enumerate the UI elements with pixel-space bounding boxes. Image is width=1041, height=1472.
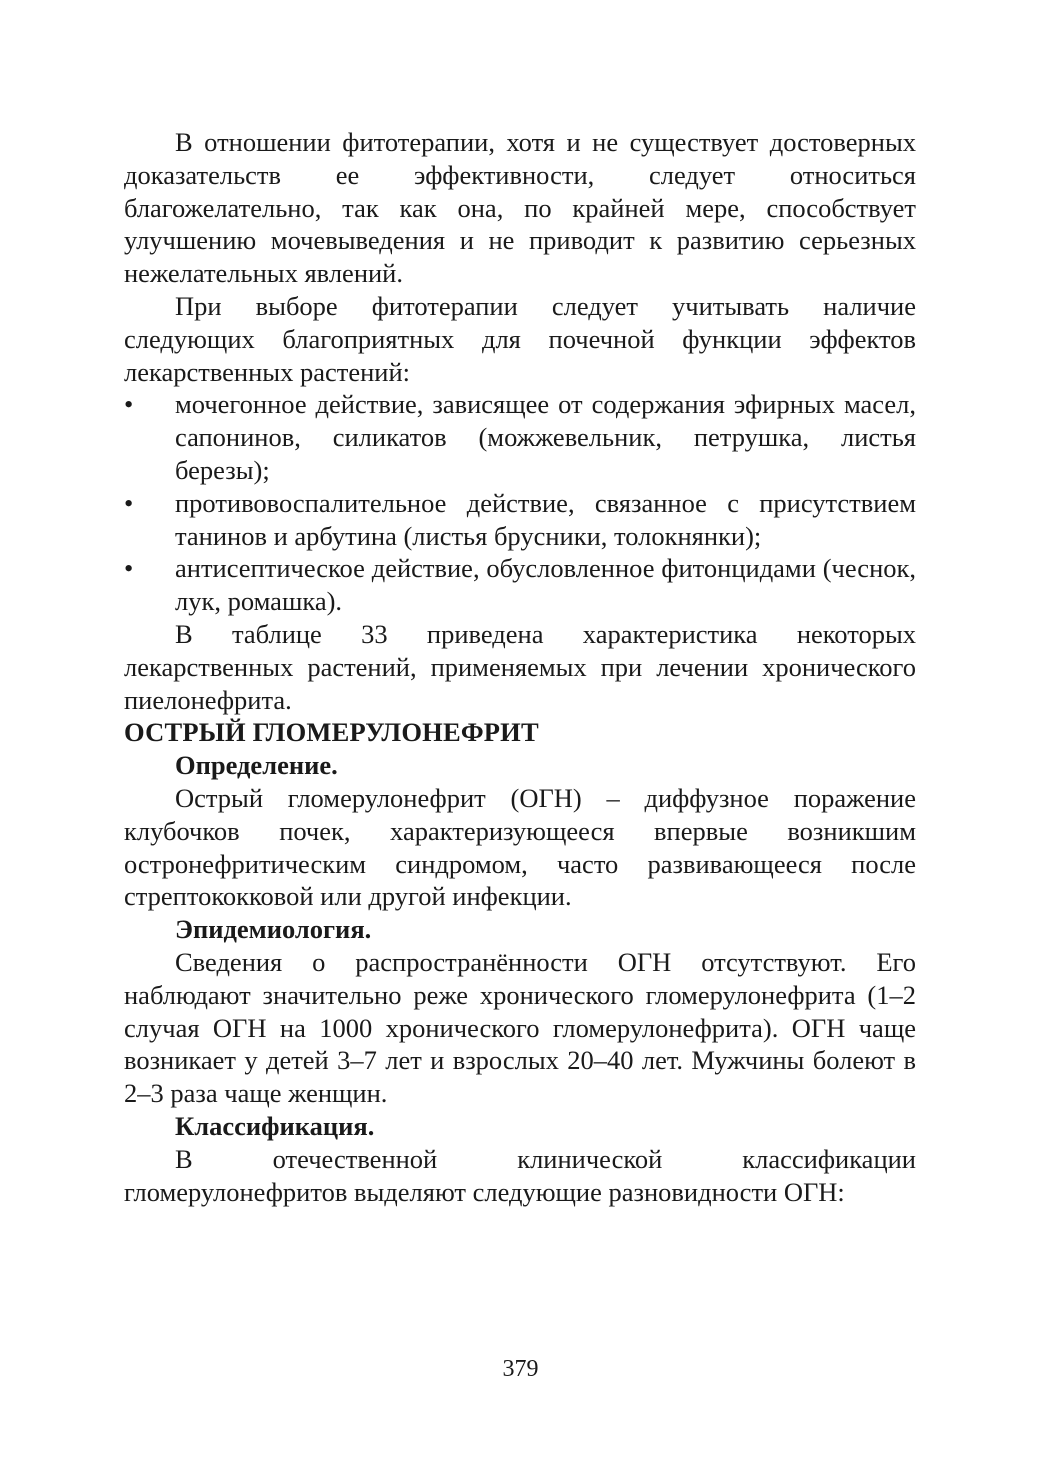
- epidemiology-heading: Эпидемиология.: [175, 914, 372, 945]
- list-item-text: мочегонное действие, зависящее от содержания эфирных масел, сапонинов, силикатов (можжевельник, петрушка, листья березы);: [175, 389, 916, 485]
- list-item: [124, 388, 916, 486]
- definition-heading: Определение.: [175, 750, 338, 781]
- page-body: [124, 126, 916, 1208]
- page-number: 379: [502, 1356, 539, 1382]
- bullet-icon: •: [124, 487, 134, 518]
- epidemiology-text: Сведения о распространённости ОГН отсутствуют. Его наблюдают значительно реже хронического гломерулонефрита (1–2 случая ОГН на 1000 хронического гломерулонефрита). ОГН чаще возникает у детей 3–7 лет и взрослых 20–40 лет. Мужчины болеют в 2–3 раза чаще женщин.: [124, 946, 916, 1109]
- paragraph-phytotherapy-attitude: В отношении фитотерапии, хотя и не существует достоверных доказательств ее эффективности, следует относиться благожелательно, так как она, по крайней мере, способствует улучшению мочевыведения и не приводит к развитию серьезных нежелательных явлений.: [124, 127, 916, 289]
- bullet-icon: •: [124, 389, 134, 420]
- classification-heading: Классификация.: [175, 1110, 375, 1141]
- list-item-text: антисептическое действие, обусловленное фитонцидами (чеснок, лук, ромашка).: [175, 553, 916, 617]
- list-item-text: противовоспалительное действие, связанное с присутствием танинов и арбутина (листья брусники, толокнянки);: [175, 487, 916, 551]
- effects-list: [124, 388, 916, 618]
- definition-text: Острый гломерулонефрит (ОГН) – диффузное поражение клубочков почек, характеризующееся впервые возникшим остронефритическим синдромом, часто развивающееся после стрептококковой или другой инфекции.: [124, 782, 916, 912]
- list-item: [124, 487, 916, 553]
- paragraph-phytotherapy-choice: При выборе фитотерапии следует учитывать наличие следующих благоприятных для почечной функции эффектов лекарственных растений:: [124, 290, 916, 387]
- section-title: ОСТРЫЙ ГЛОМЕРУЛОНЕФРИТ: [124, 717, 539, 748]
- paragraph-table-reference: В таблице 33 приведена характеристика некоторых лекарственных растений, применяемых при лечении хронического пиелонефрита.: [124, 618, 916, 715]
- classification-text: В отечественной клинической классификации гломерулонефритов выделяют следующие разновидности ОГН:: [124, 1143, 916, 1207]
- list-item: [124, 552, 916, 618]
- bullet-icon: •: [124, 553, 134, 584]
